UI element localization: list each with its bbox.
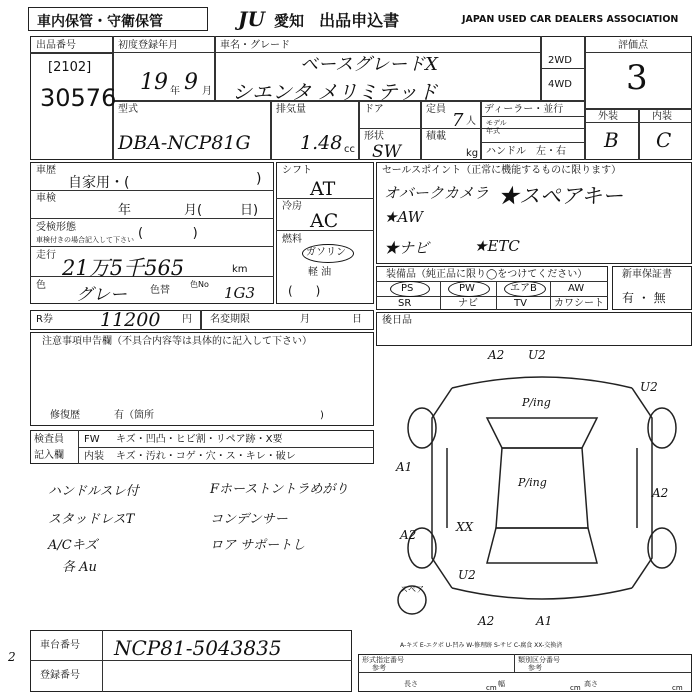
form-title: 出品申込書: [319, 11, 400, 30]
rule: [358, 128, 584, 129]
model-year-label: モデル 年式: [486, 119, 507, 135]
diagram-mark: A2: [488, 348, 505, 362]
rule: [540, 68, 584, 69]
interior-grade: C: [656, 128, 672, 152]
interior-label: 内装: [652, 111, 672, 122]
color-code: 1G3: [224, 284, 256, 302]
capacity-label: 定員: [426, 104, 446, 115]
recycle-ticket-value: 11200: [100, 309, 161, 331]
sales-point-item: オバークカメラ: [384, 184, 489, 202]
form-designation-ref: 参考: [372, 664, 386, 672]
spare-label: スペア: [400, 585, 424, 594]
car-name-label: 車名・グレード: [220, 40, 290, 51]
rule: [480, 142, 584, 143]
diagram-mark: A2: [400, 528, 417, 542]
sales-points-label: セールスポイント（正常に機能するものに限ります）: [382, 165, 622, 176]
repair-history-label: 修復歴: [50, 410, 80, 421]
repair-history-value: 有（箇所: [114, 410, 154, 421]
repair-history-close: ): [320, 410, 324, 421]
rating-value: 3: [626, 58, 648, 98]
rule: [102, 630, 103, 692]
history-close: ): [256, 171, 262, 187]
receive-label: 受検形態: [36, 222, 76, 233]
drive-2wd: 2WD: [548, 55, 572, 66]
handwritten-note: ハンドルスレ付: [48, 484, 139, 499]
handwritten-note: A/Cキズ: [48, 538, 98, 553]
after-date-label: 後日品: [382, 315, 412, 326]
length-unit: cm: [486, 684, 497, 692]
shape-value: SW: [372, 142, 402, 162]
brand-logo: [238, 7, 399, 29]
mileage-unit: km: [232, 264, 248, 275]
equipment-item: カワシート: [554, 298, 604, 309]
handwritten-note: Fホーストントラめがり: [210, 482, 349, 497]
handle-label: ハンドル: [486, 146, 526, 157]
diagram-mark: U2: [640, 380, 658, 394]
recycle-ticket-unit: 円: [182, 314, 192, 325]
rule: [514, 654, 515, 672]
height-unit: cm: [672, 684, 683, 692]
rule: [584, 36, 586, 160]
lot-label: 出品番号: [36, 40, 76, 51]
model-label: 型式: [118, 104, 138, 115]
windshield: [487, 418, 597, 448]
load-unit: kg: [466, 148, 479, 159]
rule: [78, 447, 374, 448]
doors-label: ドア: [364, 104, 384, 115]
receive-note: 車検付きの場合記入して下さい: [36, 236, 134, 244]
equipment-item: AW: [568, 283, 585, 294]
dealer-label: ディーラー・並行: [484, 104, 564, 115]
fuel-value: ガソリン: [306, 247, 346, 258]
length-label: 長さ: [404, 680, 418, 688]
lot-sub-number: [2102]: [48, 60, 92, 75]
rule: [30, 52, 112, 54]
damage-legend: A-キズ E-エクボ U-凹み W-修理跡 S-サビ C-腐食 XX-交換済: [400, 642, 563, 649]
inspection-year: 年: [118, 203, 132, 218]
category-box: [28, 7, 208, 31]
inspector-label-2: 記入欄: [34, 450, 64, 461]
shift-label: シフト: [282, 165, 312, 176]
width-unit: cm: [570, 684, 581, 692]
color-code-label: 色No: [190, 280, 209, 289]
recycle-block: [30, 310, 374, 330]
diagram-mark: A2: [478, 614, 495, 628]
history-value: 自家用・(: [68, 175, 130, 191]
drive-4wd: 4WD: [548, 79, 572, 90]
handle-options: 左・右: [536, 146, 566, 157]
category-no-label: 類別区分番号: [518, 656, 560, 664]
equipment-item: ナビ: [458, 298, 478, 309]
history-label: 車歴: [36, 165, 56, 176]
car-outline-top: [452, 377, 632, 388]
category-label: 車内保管・守衛保管: [37, 14, 163, 30]
english-association-name: JAPAN USED CAR DEALERS ASSOCIATION: [462, 14, 679, 25]
equipment-item: TV: [514, 298, 527, 309]
displacement-unit: cc: [344, 144, 355, 155]
form-designation-label: 形式指定番号: [362, 656, 404, 664]
capacity-unit: 人: [466, 116, 476, 127]
shift-value: AT: [310, 178, 336, 200]
equipment-item: SR: [398, 298, 412, 309]
inspection-month: 月(: [184, 203, 203, 218]
rule: [584, 52, 692, 53]
rating-label: 評価点: [618, 40, 648, 51]
handwritten-note: コンデンサー: [210, 512, 288, 527]
first-reg-month-unit: 月: [202, 86, 212, 97]
equipment-label: 装備品（純正品に限り◯をつけてください）: [386, 269, 588, 280]
rule: [358, 672, 692, 673]
car-outline-right: [632, 388, 652, 588]
color-value: グレー: [76, 285, 127, 305]
rule: [638, 108, 640, 160]
category-no-ref: 参考: [528, 664, 542, 672]
equipment-item: PS: [401, 283, 414, 294]
diagram-mark: A1: [396, 460, 413, 474]
aircon-label: 冷房: [282, 201, 302, 212]
inspector-row1: キズ・凹凸・ヒビ割・リペア跡・X要: [116, 434, 283, 445]
notes-label: 注意事項申告欄（不具合内容等は具体的に記入して下さい）: [42, 336, 312, 347]
width-label: 幅: [498, 680, 505, 688]
mileage-label: 走行: [36, 250, 56, 261]
diagram-mark: A1: [536, 614, 553, 628]
shape-label: 形状: [364, 131, 384, 142]
name-change-label: 名変期限: [210, 314, 250, 325]
displacement-value: 1.48: [300, 132, 343, 154]
displacement-label: 排気量: [276, 104, 306, 115]
sales-point-item: ★ナビ: [384, 239, 430, 257]
car-grade: ベースグレードX: [300, 54, 438, 75]
fuel-paren: ( ): [288, 284, 321, 298]
after-date-block: [376, 312, 692, 346]
diagram-mark: P/ing: [522, 396, 551, 409]
rule: [420, 100, 422, 160]
rule: [496, 281, 497, 310]
rule: [30, 218, 274, 219]
first-reg-year-unit: 年: [170, 86, 180, 97]
diagram-mark: U2: [528, 348, 546, 362]
exterior-label: 外装: [598, 111, 618, 122]
rear-window: [487, 528, 597, 563]
name-change-month: 月: [300, 314, 310, 325]
load-label: 積載: [426, 131, 446, 142]
rule: [358, 100, 360, 160]
diagram-mark: A2: [652, 486, 669, 500]
fuel-label: 燃料: [282, 234, 302, 245]
first-reg-label: 初度登録年月: [118, 40, 178, 51]
diagram-mark: P/ing: [518, 476, 547, 489]
rule: [480, 116, 584, 117]
handwritten-note: ロア サポートし: [210, 538, 306, 553]
registration-label: 登録番号: [40, 670, 80, 681]
rule: [30, 246, 274, 247]
association-name: 愛知: [274, 12, 305, 30]
inspector-row2-head: 内装: [84, 451, 104, 462]
lot-number: 30576: [40, 84, 117, 112]
side-mark: 2: [8, 650, 16, 664]
chassis-value: NCP81-5043835: [114, 636, 282, 660]
handwritten-note: スタッドレスT: [48, 512, 135, 527]
warranty-options: 有 ・ 無: [622, 291, 666, 305]
rule: [550, 281, 551, 310]
mileage-value: 21万5千565: [62, 256, 185, 280]
rule: [30, 190, 274, 191]
color-change-label: 色替: [150, 285, 170, 296]
car-name: シエンタ メリミテッド: [232, 80, 438, 104]
receive-paren: ( ): [138, 226, 198, 241]
rule: [480, 100, 482, 160]
model-value: DBA-NCP81G: [118, 132, 251, 154]
rule: [214, 36, 216, 100]
chassis-label: 車台番号: [40, 640, 80, 651]
inspection-day: 日): [240, 203, 259, 218]
inspector-label-1: 検査員: [34, 434, 64, 445]
color-label: 色: [36, 280, 46, 291]
first-reg-year: 19: [140, 70, 168, 95]
rule: [584, 122, 692, 123]
equipment-item: PW: [459, 283, 475, 294]
brand-mark: JU: [238, 7, 265, 31]
sales-point-item: ★ETC: [474, 237, 520, 255]
sales-point-item: ★AW: [384, 208, 424, 226]
rule: [440, 281, 441, 310]
inspector-row2: キズ・汚れ・コゲ・穴・ス・キレ・破レ: [116, 451, 296, 462]
exterior-grade: B: [604, 128, 619, 152]
fuel-option: 軽 油: [308, 267, 332, 278]
height-label: 高さ: [584, 680, 598, 688]
name-change-day: 日: [352, 314, 362, 325]
rule: [200, 310, 202, 330]
equipment-item: エアB: [510, 283, 537, 294]
rule: [30, 660, 352, 661]
diagram-mark: U2: [458, 568, 476, 582]
first-reg-month: 9: [184, 70, 198, 95]
recycle-ticket-label: R券: [36, 314, 53, 325]
car-outline-bottom: [452, 588, 632, 599]
aircon-value: AC: [310, 210, 339, 232]
inspection-label: 車検: [36, 193, 56, 204]
car-outline-left: [432, 388, 452, 588]
rule: [270, 100, 272, 160]
sales-point-item: ★スペアキー: [498, 184, 624, 208]
rule: [584, 108, 692, 110]
handwritten-note: 各 Au: [62, 560, 97, 575]
diagram-mark: XX: [456, 520, 474, 534]
inspector-row1-head: FW: [84, 434, 100, 445]
capacity-value: 7: [452, 110, 464, 131]
warranty-label: 新車保証書: [622, 269, 672, 280]
